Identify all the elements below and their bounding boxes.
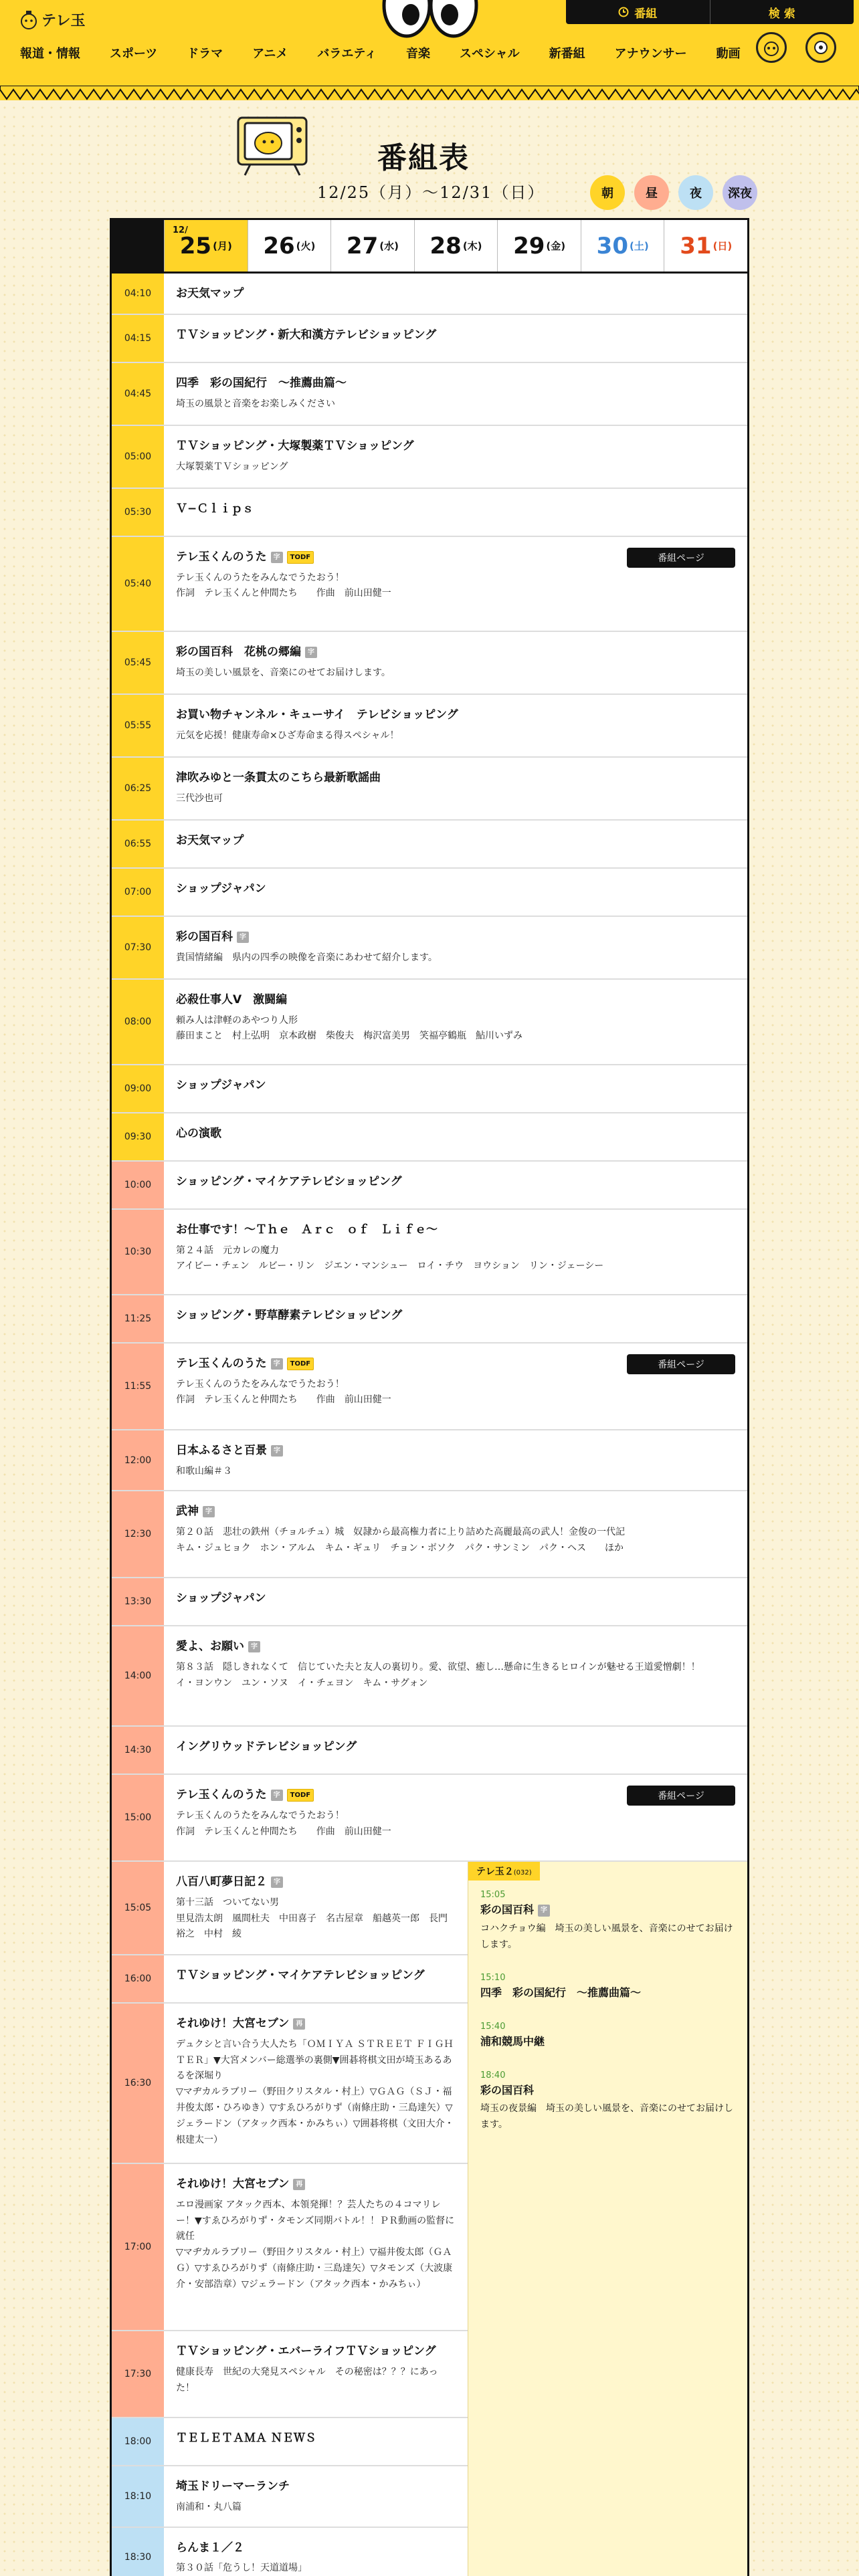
program-title-text: テレ玉くんのうた — [176, 1788, 267, 1802]
header-zigzag-border — [0, 86, 859, 102]
sub-channel-time: 15:05 — [480, 1890, 506, 1901]
top-button-bar — [566, 0, 854, 24]
program-row[interactable] — [112, 2004, 468, 2164]
search-button-label: 検 索 — [768, 7, 795, 21]
program-list — [112, 274, 747, 1862]
program-row[interactable] — [112, 1862, 468, 1955]
program-row[interactable] — [112, 632, 747, 695]
day-num: 29 — [513, 232, 545, 259]
day-num: 27 — [346, 232, 379, 259]
program-cell — [164, 1862, 468, 1954]
program-time: 05:45 — [112, 632, 164, 693]
schedule-button-label: 番組 — [634, 7, 658, 21]
day-weekday: (金) — [546, 240, 566, 252]
program-cell — [164, 632, 747, 693]
subtitle-badge: 字 — [203, 1506, 215, 1517]
program-title[interactable] — [176, 375, 735, 393]
schedule-button[interactable] — [566, 0, 710, 24]
program-title-text: 必殺仕事人Ⅴ 激闘編 — [176, 993, 288, 1006]
program-cell — [164, 1162, 747, 1208]
sub-channel-list — [468, 1881, 747, 2144]
program-time: 11:25 — [112, 1295, 164, 1342]
day-num: 25 — [179, 232, 212, 259]
program-title[interactable] — [176, 833, 735, 850]
program-time: 16:30 — [112, 2004, 164, 2163]
tv-set-icon — [235, 112, 309, 177]
program-cell — [164, 274, 747, 314]
nav-item-video[interactable]: 動画 — [716, 47, 741, 61]
program-cell — [164, 1491, 747, 1577]
sub-channel-title[interactable] — [480, 1984, 735, 2002]
site-header — [0, 0, 859, 100]
program-time: 06:55 — [112, 821, 164, 867]
tod-daytime-button[interactable]: 昼 — [634, 175, 669, 210]
rerun-badge: 再 — [293, 2179, 305, 2190]
program-title[interactable] — [176, 2478, 456, 2496]
date-range: 12/25（月）〜12/31（日） — [317, 183, 545, 202]
program-time: 18:10 — [112, 2466, 164, 2526]
program-cell — [164, 695, 747, 756]
program-time: 07:00 — [112, 869, 164, 916]
subtitle-badge: 字 — [271, 1445, 283, 1457]
program-title-text: 彩の国百科 — [176, 930, 233, 944]
program-title[interactable] — [176, 881, 735, 898]
program-row[interactable] — [112, 980, 747, 1065]
program-description: 第８３話 隠しきれなくて 信じていた夫と友人の裏切り。愛、欲望、癒し…懸命に生きるヒロインが魅せる王道愛憎劇！！ イ・ヨンウン ユン・ソヌ イ・チェヨン キム・サグォン — [176, 1661, 700, 1689]
program-description: テレ玉くんのうたをみんなでうたおう！ 作詞 テレ玉くんと仲間たち 作曲 前山田健一 — [176, 1378, 391, 1406]
program-row[interactable] — [112, 2466, 468, 2527]
tod-night-button[interactable]: 夜 — [678, 175, 713, 210]
subtitle-badge: 字 — [271, 1358, 283, 1370]
day-tab-26[interactable] — [248, 220, 331, 272]
program-title-text: ＴＶショッピング・マイケアテレビショッピング — [176, 1969, 425, 1983]
program-title[interactable] — [176, 1307, 735, 1325]
program-title[interactable] — [176, 770, 735, 787]
subtitle-badge: 字 — [271, 1876, 283, 1888]
program-row[interactable] — [112, 489, 747, 537]
sub-channel-time: 15:10 — [480, 1973, 506, 1983]
program-title-text: それゆけ！大宮セブン — [176, 2177, 290, 2191]
program-description: デュクシと言い合う大人たち「ＯＭＩＹＡ ＳＴＲＥＥＴ ＦＩＧＨＴＥＲ」▼大宮メンバー総選挙の裏側▼囲碁将棋文田が埼玉あるあるを深堀り ▽マヂカルラブリー（野田クリスタル・村上）▽ＧＡＧ（ＳＪ・福井俊太郎・ひろゆき）▽すゑひろがりず（南條庄助・三島達矢）▽ジェラードン（アタック西本・かみちぃ）▽囲碁将棋（文田大介・根建太一） — [176, 2038, 454, 2145]
program-cell — [164, 315, 747, 362]
program-row[interactable] — [112, 1626, 747, 1727]
program-description: 健康長寿 世紀の大発見スペシャル その秘密は？？？にあった！ — [176, 2366, 438, 2393]
program-time: 17:30 — [112, 2331, 164, 2417]
program-row[interactable] — [112, 1113, 747, 1162]
program-description: テレ玉くんのうたをみんなでうたおう！ 作詞 テレ玉くんと仲間たち 作曲 前山田健一 — [176, 572, 391, 599]
program-row[interactable] — [112, 821, 747, 869]
program-time: 14:30 — [112, 1727, 164, 1774]
sub-channel-title-text: 彩の国百科 — [480, 2083, 535, 2097]
sub-channel-title[interactable] — [480, 1901, 735, 1919]
day-tab-28[interactable] — [414, 220, 498, 272]
program-time: 13:30 — [112, 1578, 164, 1625]
day-weekday: (日) — [712, 240, 733, 252]
program-row[interactable] — [112, 869, 747, 917]
program-cell — [164, 1210, 747, 1294]
nav-item-anime[interactable]: アニメ — [252, 47, 288, 61]
program-title[interactable] — [176, 438, 735, 455]
program-title[interactable] — [176, 327, 735, 344]
sub-channel-item[interactable] — [468, 1963, 747, 2012]
program-title-text: 四季 彩の国紀行 〜推薦曲篇〜 — [176, 377, 347, 390]
program-title-text: 愛よ、お願い — [176, 1640, 244, 1654]
sub-channel-title[interactable] — [480, 2033, 735, 2050]
nav-item-music[interactable]: 音楽 — [405, 47, 430, 61]
sub-channel-time: 15:40 — [480, 2022, 506, 2032]
mascot-eyes-icon — [381, 0, 479, 40]
day-weekday: (水) — [379, 240, 399, 252]
program-row[interactable] — [112, 1295, 747, 1344]
clock-icon — [618, 7, 629, 17]
program-row[interactable] — [112, 1430, 747, 1491]
tod-badge: TODF — [287, 1358, 314, 1370]
nav-item-sports[interactable]: スポーツ — [110, 47, 158, 61]
program-title-text: らんま１／２ — [176, 2541, 244, 2555]
program-row[interactable] — [112, 2331, 468, 2418]
program-description: 第２０話 悲壮の鉄州（チョルチュ）城 奴隷から最高権力者に上り詰めた高麗最高の武人！金俊の一代記 キム・ジュヒョク ホン・アルム キム・ギュリ チョン・ボソク パク・サンミン パク・ヘス ほか — [176, 1526, 626, 1553]
program-row[interactable] — [112, 315, 747, 363]
program-row[interactable] — [112, 363, 747, 426]
program-time: 14:00 — [112, 1626, 164, 1725]
nav-item-variety[interactable]: バラエティ — [317, 47, 377, 61]
program-time: 15:00 — [112, 1775, 164, 1860]
day-month: 12/ — [173, 225, 188, 235]
program-title[interactable] — [176, 992, 735, 1009]
subtitle-badge: 字 — [305, 647, 317, 658]
program-title-text: 心の演歌 — [176, 1127, 221, 1140]
subtitle-badge: 字 — [237, 932, 249, 943]
subtitle-badge: 字 — [538, 1905, 550, 1917]
sub-channel-title-text: 四季 彩の国紀行 〜推薦曲篇〜 — [480, 1986, 642, 2000]
program-time: 05:40 — [112, 537, 164, 631]
program-cell — [164, 758, 747, 819]
program-row[interactable] — [112, 2528, 468, 2576]
program-title[interactable] — [176, 501, 735, 518]
program-time: 12:00 — [112, 1430, 164, 1490]
program-title-text: ショッピング・野草酵素テレビショッピング — [176, 1309, 403, 1322]
sub-channel-title[interactable] — [480, 2082, 735, 2099]
program-time: 05:00 — [112, 426, 164, 488]
program-time: 17:00 — [112, 2164, 164, 2330]
program-title-text: お天気マップ — [176, 834, 244, 847]
program-time: 18:30 — [112, 2528, 164, 2576]
program-time: 11:55 — [112, 1344, 164, 1429]
program-cell — [164, 1295, 747, 1342]
tele-tama-mascot-icon — [20, 8, 37, 31]
program-time: 07:30 — [112, 917, 164, 978]
program-description: 第２４話 元カレの魔力 アイビー・チェン ルビー・リン ジエン・マンシュー ロイ・チウ ヨウション リン・ジェーシー — [176, 1245, 604, 1272]
program-title-text: 彩の国百科 花桃の郷編 — [176, 645, 301, 659]
program-title-text: ＴＶショッピング・エバーライフＴＶショッピング — [176, 2345, 436, 2359]
sub-channel-time: 18:40 — [480, 2070, 506, 2080]
subtitle-badge: 字 — [271, 552, 283, 563]
program-title[interactable] — [176, 644, 735, 661]
program-title-text: イングリウッドテレビショッピング — [176, 1740, 357, 1754]
program-title[interactable] — [176, 2540, 456, 2557]
program-time: 10:00 — [112, 1162, 164, 1208]
program-title[interactable] — [176, 2343, 456, 2361]
program-title[interactable] — [176, 1874, 456, 1891]
sub-channel-tag — [468, 1862, 540, 1881]
sub-channel-title-text: 彩の国百科 — [480, 1903, 535, 1917]
split-program-section — [112, 1862, 747, 2576]
program-cell — [164, 1727, 747, 1774]
program-row[interactable] — [112, 1775, 747, 1862]
program-row[interactable] — [112, 758, 747, 821]
sub-channel-item[interactable] — [468, 2012, 747, 2061]
program-title-text: Ｖ−Ｃｌｉｐｓ — [176, 502, 254, 516]
program-time: 04:10 — [112, 274, 164, 314]
main-channel-column — [112, 1862, 468, 2576]
program-time: 06:25 — [112, 758, 164, 819]
program-row[interactable] — [112, 1727, 747, 1775]
day-tab-25[interactable] — [164, 220, 248, 272]
program-description: テレ玉くんのうたをみんなでうたおう！ 作詞 テレ玉くんと仲間たち 作曲 前山田健一 — [176, 1810, 391, 1837]
day-tab-29[interactable] — [497, 220, 581, 272]
program-description: 南浦和・丸八篇 — [176, 2501, 242, 2512]
program-row[interactable] — [112, 1955, 468, 2004]
program-description: 第十三話 ついてない男 里見浩太朗 風間杜夫 中田喜子 名古屋章 船越英一郎 長門裕之 中村 綾 — [176, 1897, 448, 1940]
day-num: 30 — [596, 232, 628, 259]
day-num: 31 — [680, 232, 712, 259]
sub-channel-item[interactable] — [468, 1881, 747, 1963]
program-page-button[interactable]: 番組ページ — [627, 548, 735, 568]
tod-badge: TODF — [287, 551, 314, 564]
main-nav — [20, 44, 770, 62]
program-description: 大塚製薬ＴＶショッピング — [176, 461, 288, 472]
program-cell — [164, 1578, 747, 1625]
program-cell — [164, 489, 747, 536]
day-tabs — [112, 220, 747, 274]
program-row[interactable] — [112, 917, 747, 980]
program-title-text: テレ玉くんのうた — [176, 550, 267, 564]
program-title[interactable] — [176, 286, 735, 303]
program-cell — [164, 917, 747, 978]
program-time: 05:55 — [112, 695, 164, 756]
program-time: 09:30 — [112, 1113, 164, 1160]
day-num: 28 — [430, 232, 462, 259]
program-cell — [164, 2004, 468, 2163]
program-title-text: ショップジャパン — [176, 1592, 266, 1606]
program-title[interactable] — [176, 1967, 456, 1985]
nav-icon-group — [756, 32, 836, 63]
sub-channel-title-text: 浦和競馬中継 — [480, 2035, 545, 2048]
program-description: 貴国情緒編 県内の四季の映像を音楽にあわせて紹介します。 — [176, 952, 438, 963]
program-description: 元気を応援！健康寿命×ひざ寿命まる得スペシャル！ — [176, 730, 399, 741]
program-time: 10:30 — [112, 1210, 164, 1294]
program-time: 18:00 — [112, 2418, 164, 2465]
sub-channel-description: 埼玉の夜景編 埼玉の美しい風景を、音楽にのせてお届けします。 — [480, 2103, 733, 2131]
program-title-text: 武神 — [176, 1505, 199, 1519]
program-cell — [164, 1626, 747, 1725]
program-cell — [164, 426, 747, 488]
program-title[interactable] — [176, 1739, 735, 1756]
program-cell — [164, 1955, 468, 2002]
program-cell — [164, 980, 747, 1064]
program-title[interactable] — [176, 1174, 735, 1191]
program-title-text: 埼玉ドリーマーランチ — [176, 2480, 290, 2494]
program-title-text: 津吹みゆと一条貫太のこちら最新歌謡曲 — [176, 771, 381, 784]
nav-item-special[interactable]: スペシャル — [459, 47, 520, 61]
program-row[interactable] — [112, 1162, 747, 1210]
program-description: 三代沙也可 — [176, 792, 223, 804]
site-logo[interactable] — [20, 8, 86, 31]
program-title-text: ショップジャパン — [176, 882, 266, 895]
program-time: 04:45 — [112, 363, 164, 425]
program-title-text: 日本ふるさと百景 — [176, 1444, 267, 1457]
program-title[interactable] — [176, 2016, 456, 2033]
program-title[interactable] — [176, 2430, 456, 2448]
program-page-button[interactable]: 番組ページ — [627, 1786, 735, 1806]
logo-text: テレ玉 — [41, 12, 86, 29]
program-row[interactable] — [112, 2164, 468, 2331]
sub-channel-number: (032) — [513, 1869, 532, 1877]
program-title[interactable] — [176, 1125, 735, 1143]
program-row[interactable] — [112, 1344, 747, 1430]
day-weekday: (火) — [296, 240, 316, 252]
program-title[interactable] — [176, 1077, 735, 1095]
program-cell — [164, 821, 747, 867]
nav-item-drama[interactable]: ドラマ — [187, 47, 223, 61]
program-title-text: ＴＥＬＥＴＡＭＡ ＮＥＷＳ — [176, 2432, 316, 2446]
page-title: 番組表 — [377, 141, 470, 175]
program-row[interactable] — [112, 1578, 747, 1626]
tod-badge: TODF — [287, 1789, 314, 1802]
nav-item-announcer[interactable]: アナウンサー — [614, 47, 687, 61]
nav-item-news[interactable]: 報道・情報 — [20, 47, 80, 61]
program-cell — [164, 2466, 468, 2526]
sub-channel-description: コハクチョウ編 埼玉の美しい風景を、音楽にのせてお届けします。 — [480, 1923, 733, 1950]
day-weekday: (木) — [462, 240, 482, 252]
program-row[interactable] — [112, 1210, 747, 1295]
program-title-text: ＴＶショッピング・大塚製薬ＴＶショッピング — [176, 439, 414, 453]
nav-item-new-programs[interactable]: 新番組 — [549, 47, 585, 61]
program-time: 15:05 — [112, 1862, 164, 1954]
program-cell — [164, 1113, 747, 1160]
program-description: 頼み人は津軽のあやつり人形 藤田まこと 村上弘明 京本政樹 柴俊夫 梅沢富美男 笑福亭鶴瓶 鮎川いずみ — [176, 1014, 522, 1042]
program-cell — [164, 2418, 468, 2465]
program-title-text: ＴＶショッピング・新大和漢方テレビショッピング — [176, 328, 437, 342]
tod-latenight-button[interactable]: 深夜 — [723, 175, 757, 210]
program-time: 16:00 — [112, 1955, 164, 2002]
program-cell — [164, 2164, 468, 2330]
subtitle-badge: 字 — [271, 1790, 283, 1801]
day-num: 26 — [263, 232, 295, 259]
search-button[interactable] — [710, 0, 854, 24]
program-title[interactable] — [176, 929, 735, 946]
program-title-text: それゆけ！大宮セブン — [176, 2017, 290, 2031]
program-description: 和歌山編＃３ — [176, 1465, 232, 1477]
program-title-text: お天気マップ — [176, 287, 244, 300]
program-title-text: テレ玉くんのうた — [176, 1357, 267, 1370]
tod-morning-button[interactable]: 朝 — [590, 175, 625, 210]
program-row[interactable] — [112, 695, 747, 758]
day-weekday: (土) — [629, 240, 649, 252]
program-title-text: ショッピング・マイケアテレビショッピング — [176, 1175, 402, 1188]
program-title[interactable] — [176, 1222, 735, 1239]
sub-channel-column — [468, 1862, 747, 2576]
program-title[interactable] — [176, 1442, 735, 1460]
program-time: 09:00 — [112, 1065, 164, 1112]
program-time: 08:00 — [112, 980, 164, 1064]
program-row[interactable] — [112, 2418, 468, 2466]
day-tab-31[interactable] — [664, 220, 747, 272]
program-cell — [164, 1065, 747, 1112]
program-title[interactable] — [176, 707, 735, 724]
day-tabs-corner — [112, 220, 164, 272]
program-title[interactable] — [176, 2176, 456, 2193]
tele-tama-kun-icon[interactable] — [756, 32, 787, 63]
program-description: 第３０話「危うし！天道道場」 — [176, 2563, 307, 2574]
program-title-text: お買い物チャンネル・キューサイ テレビショッピング — [176, 708, 458, 722]
sub-channel-name: テレ玉２ — [476, 1866, 514, 1878]
program-row[interactable] — [112, 537, 747, 632]
program-cell — [164, 2528, 468, 2576]
program-cell — [164, 363, 747, 425]
rerun-badge: 再 — [293, 2018, 305, 2030]
time-of-day-selector — [590, 175, 757, 210]
program-description: 埼玉の美しい風景を、音楽にのせてお届けします。 — [176, 667, 391, 678]
sub-channel-item[interactable] — [468, 2061, 747, 2144]
program-title[interactable] — [176, 1590, 735, 1608]
program-cell — [164, 1430, 747, 1490]
program-title-text: お仕事です！〜Ｔｈｅ Ａｒｃ ｏｆ Ｌｉｆｅ〜 — [176, 1223, 438, 1237]
day-tab-27[interactable] — [330, 220, 414, 272]
day-weekday: (月) — [213, 240, 232, 252]
program-title-text: 八百八町夢日記２ — [176, 1875, 267, 1889]
program-row[interactable] — [112, 1065, 747, 1113]
program-row[interactable] — [112, 426, 747, 489]
mascot-badge-icon[interactable] — [805, 32, 836, 63]
program-time: 04:15 — [112, 315, 164, 362]
subtitle-badge: 字 — [248, 1641, 260, 1652]
program-time: 05:30 — [112, 489, 164, 536]
program-cell — [164, 2331, 468, 2417]
schedule-table — [110, 218, 749, 2576]
program-row[interactable] — [112, 274, 747, 315]
program-description: 埼玉の風景と音楽をお楽しみください — [176, 398, 335, 409]
program-description: エロ漫画家 アタック西本、本領発揮！？芸人たちの４コマリレー！▼すゑひろがりず・タモンズ同期バトル！！ＰＲ動画の監督に就任 ▽マヂカルラブリー（野田クリスタル・村上）▽福井俊太郎（ＧＡＧ）▽すゑひろがりず（南條庄助・三島達矢）▽タモンズ（大波康介・安部浩章）▽ジェラードン（アタック西本・かみちぃ） — [176, 2199, 455, 2290]
program-row[interactable] — [112, 1491, 747, 1578]
program-page-button[interactable]: 番組ページ — [627, 1354, 735, 1374]
day-tab-30[interactable] — [581, 220, 664, 272]
program-cell — [164, 869, 747, 916]
program-title[interactable] — [176, 1638, 735, 1656]
program-title[interactable] — [176, 1503, 735, 1521]
program-title-text: ショップジャパン — [176, 1079, 266, 1092]
program-time: 12:30 — [112, 1491, 164, 1577]
